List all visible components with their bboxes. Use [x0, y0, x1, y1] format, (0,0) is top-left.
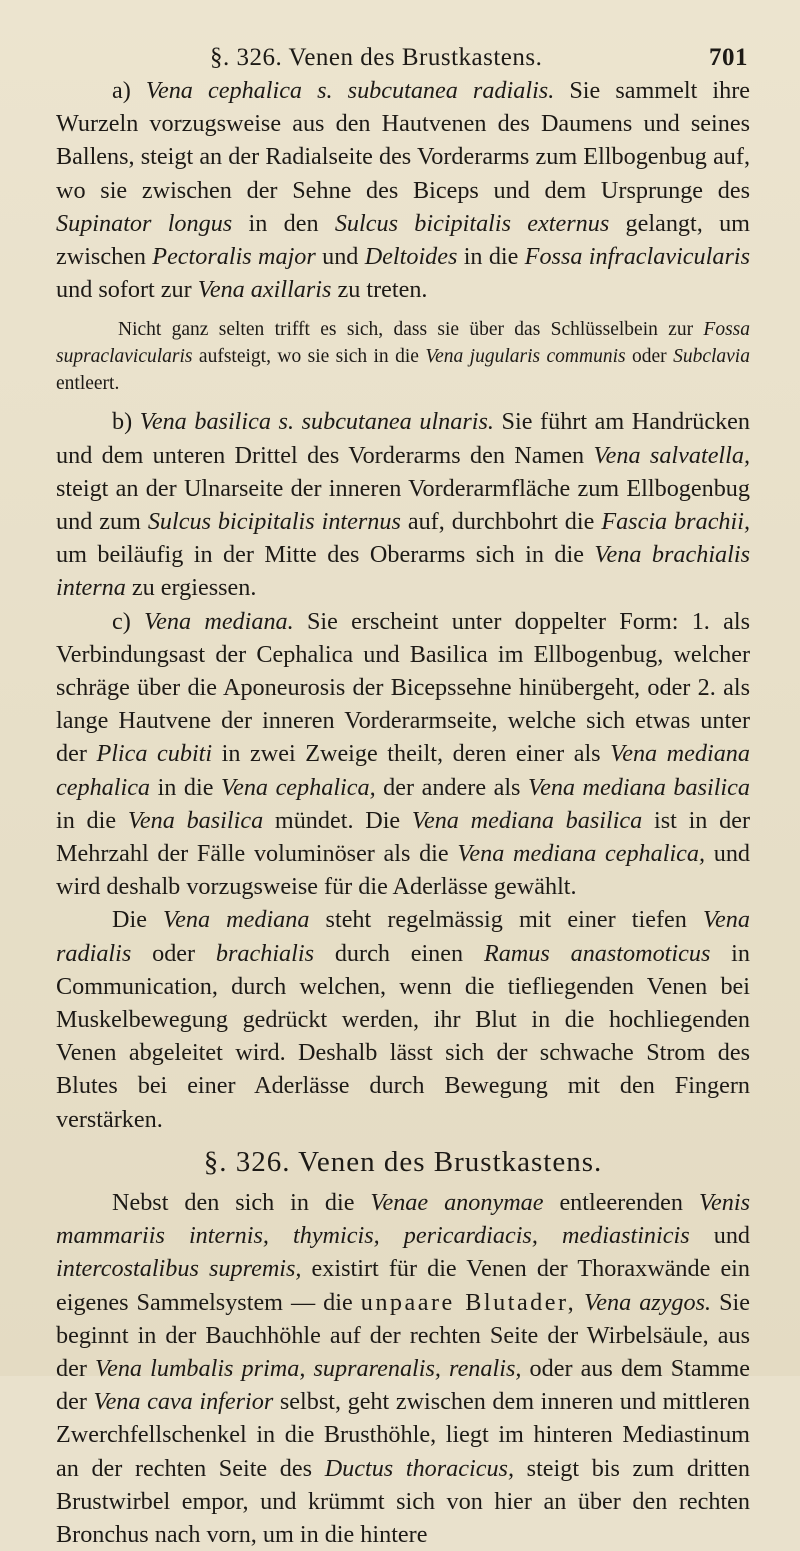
text-run [576, 1289, 584, 1316]
paragraph-vena-basilica [56, 405, 750, 604]
text-run: auf, durchbohrt die [400, 508, 602, 536]
text-run: unpaare Blutader, [360, 1288, 577, 1316]
text-run: Sie erscheint unter doppelter Form: 1. als Verbindungsast der Cephalica und Basilica im Ellbogenbug, welcher schräge über die Aponeurosis der Bicepssehne hinübergeht, oder 2. als lange Hautvene der inneren Vorderarmseite, welche sich etwas unter der [56, 607, 750, 768]
text-run: Nebst den sich in die [112, 1188, 371, 1216]
text-run: entleerenden [543, 1188, 699, 1216]
note-supraclavicularis [56, 316, 750, 397]
paragraph-ramus-anastomoticus [56, 903, 750, 1135]
text-run: oder aus dem Stamme der [56, 1354, 750, 1416]
text-run: ist in der Mehrzahl der Fälle voluminöser als die [56, 806, 751, 868]
text-run: und [689, 1222, 750, 1250]
italic-term: Venis mammariis internis, thymicis, pericardiacis, mediastinicis [56, 1188, 750, 1250]
text-run: steigt bis zum dritten Brustwirbel empor, und krümmt sich von hier an über den rechten Bronchus nach vorn, um in die hintere [56, 1454, 750, 1548]
running-head-title: §. 326. Venen des Brustkastens. [210, 44, 543, 71]
text-run: mündet. Die [263, 806, 412, 834]
body-text [56, 74, 750, 1551]
italic-term: Vena jugularis communis [425, 346, 626, 368]
text-run: in die [150, 773, 222, 801]
text-run: in die [457, 243, 525, 271]
text-run: oder [625, 346, 674, 368]
italic-term: Fossa infraclavicularis [524, 243, 750, 271]
italic-term: Vena mediana cephalica, [457, 840, 706, 868]
running-head [0, 44, 800, 78]
italic-term: Vena brachialis interna [56, 541, 750, 602]
italic-term: Ramus anastomoticus [483, 939, 711, 967]
italic-term: Vena mediana. [144, 607, 294, 635]
italic-term: brachialis [215, 939, 315, 967]
italic-term: Vena cava inferior [93, 1388, 274, 1416]
text-run: Sie führt am Handrücken und dem unteren Drittel des Vorderarms den Namen [56, 408, 750, 469]
italic-term: Supinator longus [56, 209, 233, 237]
italic-term: Venae anonymae [370, 1188, 544, 1216]
text-run: und sofort zur [56, 276, 198, 304]
italic-term: Vena cephalica s. subcutanea radialis. [145, 77, 555, 104]
text-run: zu treten. [331, 276, 428, 304]
italic-term: Ductus thoracicus, [324, 1454, 515, 1482]
italic-term: Vena basilica s. subcutanea ulnaris. [139, 408, 494, 436]
text-run: Die [112, 906, 164, 934]
text-run: in die [56, 806, 128, 834]
paragraph-vena-azygos [56, 1186, 750, 1551]
paragraph-vena-cephalica [56, 74, 750, 306]
italic-term: Deltoides [364, 243, 458, 271]
section-heading: §. 326. Venen des Brustkastens. [203, 1145, 603, 1178]
italic-term: Fascia brachii, [601, 508, 751, 536]
italic-term: Vena mediana basilica [528, 773, 750, 801]
italic-term: Vena radialis [56, 906, 750, 967]
text-run: in zwei Zweige theilt, deren einer als [212, 740, 611, 768]
italic-term: Sulcus bicipitalis externus [334, 209, 610, 237]
italic-term: intercostalibus supremis, [56, 1255, 302, 1283]
italic-term: Sulcus bicipitalis internus [147, 508, 401, 536]
paragraph-vena-mediana [56, 605, 750, 904]
italic-term: Vena lumbalis prima, suprarenalis, renalis, [95, 1354, 522, 1382]
italic-term: Vena salvatella, [593, 441, 751, 469]
italic-term: Vena azygos. [584, 1288, 712, 1316]
text-run: gelangt, um zwischen [56, 209, 750, 271]
italic-term: Subclavia [673, 346, 750, 368]
text-run: steht regelmässig mit einer tiefen [309, 906, 703, 934]
italic-term: Vena basilica [127, 806, 264, 834]
text-run: in den [232, 209, 335, 237]
text-run: in Communication, durch welchen, wenn die tiefliegenden Venen bei Muskelbewegung gedrückt werden, ihr Blut in die hochliegenden Venen abgeleitet wird. Deshalb lässt sich der schwache Strom des Blutes bei einer Aderlässe durch Bewegung mit den Fingern verstärken. [56, 939, 750, 1133]
text-run: entleert. [56, 373, 120, 395]
text-run: und wird deshalb vorzugsweise für die Aderlässe gewählt. [56, 840, 750, 901]
page-number: 701 [709, 44, 748, 71]
text-run: aufsteigt, wo sie sich in die [192, 346, 426, 368]
italic-term: Plica cubiti [96, 740, 213, 768]
text-run: Nicht ganz selten trifft es sich, dass sie über das Schlüsselbein zur [118, 319, 704, 341]
text-run: Sie sammelt ihre Wurzeln vorzugsweise aus den Hautvenen des Daumens und seines Ballens, steigt an der Radialseite des Vorderarms zum Ellbogenbug auf, wo sie zwischen der Sehne des Biceps und dem Ursprunge des [56, 77, 750, 204]
italic-term: Vena axillaris [197, 276, 332, 304]
italic-term: Vena mediana cephalica [56, 740, 750, 801]
text-run: steigt an der Ulnarseite der inneren Vorderarmfläche zum Ellbogenbug und zum [56, 474, 750, 536]
text-run: und [315, 243, 365, 271]
italic-term: Vena cephalica, [221, 773, 376, 801]
italic-term: Vena mediana basilica [411, 806, 643, 834]
text-run: existirt für die Venen der Thoraxwände ein eigenes Sammelsystem — die [56, 1255, 750, 1316]
text-run: a) [112, 77, 146, 104]
italic-term: Vena mediana [163, 906, 310, 934]
text-run: b) [112, 408, 140, 436]
text-run: um beiläufig in der Mitte des Oberarms sich in die [56, 541, 595, 569]
text-run: Sie beginnt in der Bauchhöhle auf der rechten Seite der Wirbelsäule, aus der [56, 1288, 751, 1382]
text-run: oder [131, 939, 216, 967]
italic-term: Pectoralis major [152, 243, 316, 271]
text-run: der andere als [375, 773, 528, 801]
text-run: durch einen [314, 939, 484, 967]
italic-term: Fossa supraclavicularis [56, 319, 750, 368]
text-run: c) [112, 607, 145, 635]
text-run: selbst, geht zwischen dem inneren und mittleren Zwerchfellschenkel in die Brusthöhle, liegt im hinteren Mediastinum an der rechten Seite des [56, 1388, 750, 1482]
text-run: zu ergiessen. [125, 574, 257, 602]
